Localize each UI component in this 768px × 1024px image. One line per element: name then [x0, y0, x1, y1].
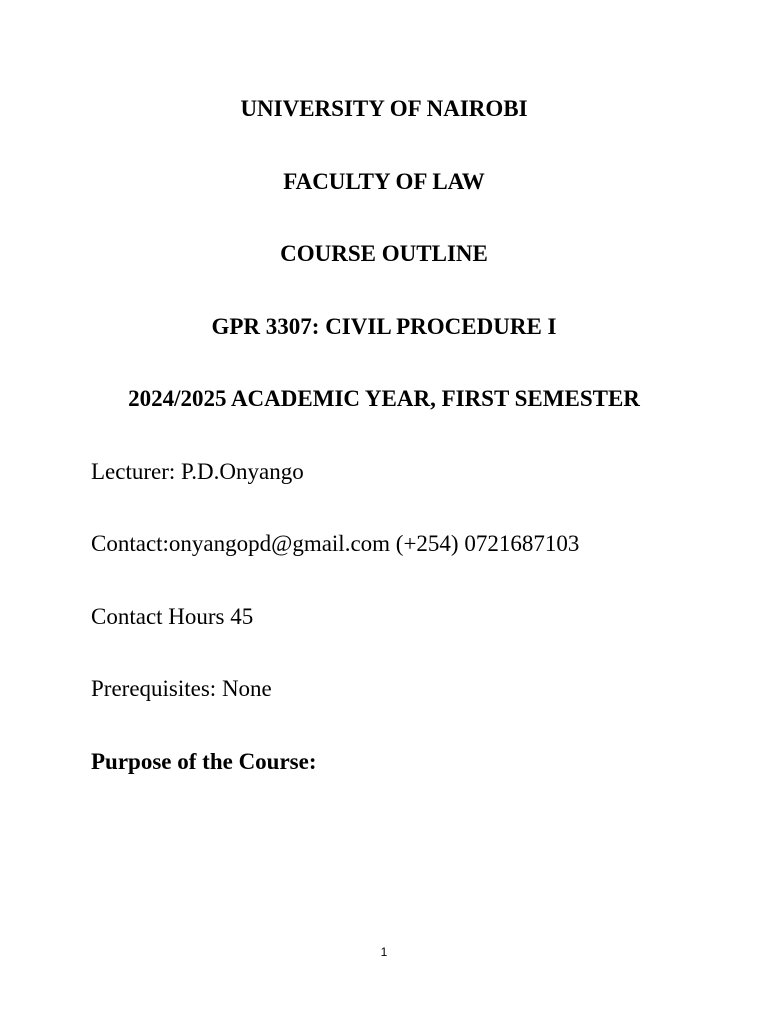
- purpose-heading: Purpose of the Course:: [91, 749, 317, 774]
- contact-line: Contact:onyangopd@gmail.com (+254) 0721687103: [91, 531, 580, 556]
- page-number: 1: [380, 945, 388, 959]
- document-title: COURSE OUTLINE: [280, 241, 488, 266]
- academic-term: 2024/2025 ACADEMIC YEAR, FIRST SEMESTER: [128, 386, 640, 411]
- prerequisites-line: Prerequisites: None: [91, 676, 272, 701]
- faculty-title: FACULTY OF LAW: [283, 169, 485, 194]
- lecturer-line: Lecturer: P.D.Onyango: [91, 459, 304, 484]
- university-title: UNIVERSITY OF NAIROBI: [240, 96, 528, 121]
- contact-hours-line: Contact Hours 45: [91, 604, 254, 629]
- course-title: GPR 3307: CIVIL PROCEDURE I: [211, 314, 557, 339]
